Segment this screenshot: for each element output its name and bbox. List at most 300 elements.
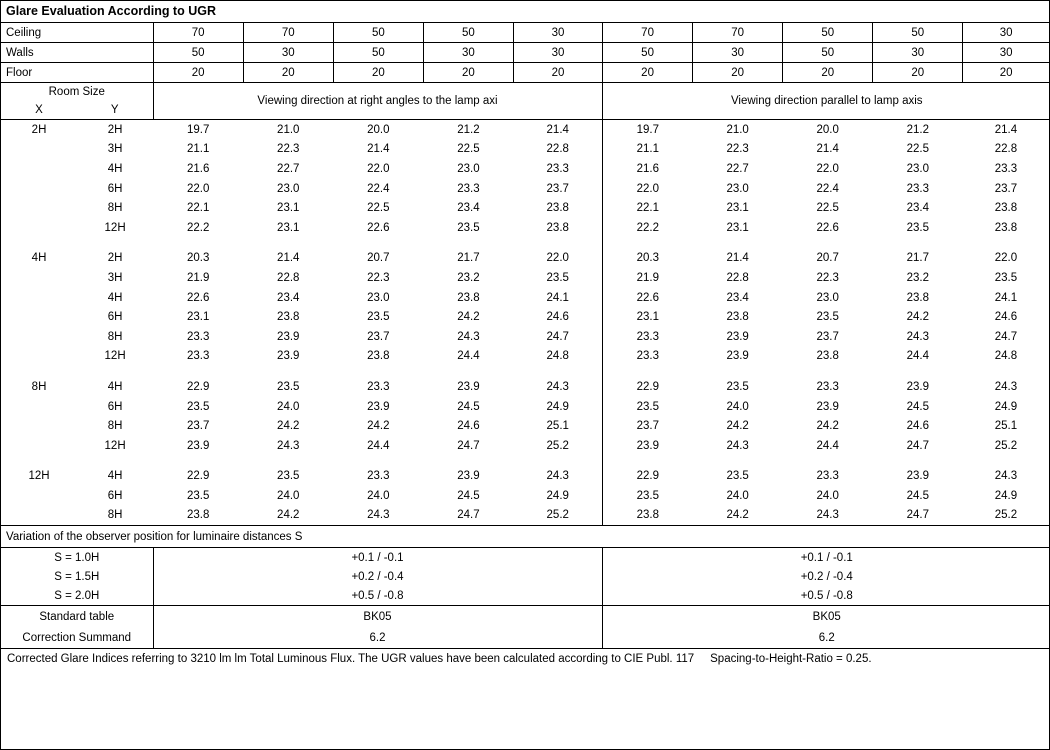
g1r0r2: 20.7 xyxy=(816,252,839,265)
g1r2l0: 22.6 xyxy=(186,291,210,304)
g0r3r2: 22.4 xyxy=(816,182,839,195)
g2r2r2: 24.2 xyxy=(816,420,839,433)
g2r0l1: 23.5 xyxy=(277,380,300,393)
room-y-1-3: 6H xyxy=(107,311,123,324)
room-x-1: 4H xyxy=(31,252,47,265)
walls-v6: 50 xyxy=(603,43,693,63)
g3r1r2: 24.0 xyxy=(816,489,839,502)
g0r0l2: 20.0 xyxy=(367,123,390,136)
g1r3l1: 23.8 xyxy=(277,311,300,324)
g1r1r0: 21.9 xyxy=(636,271,659,284)
room-y-1-0: 2H xyxy=(107,252,123,265)
table-row xyxy=(1,327,1049,347)
table-row-floor xyxy=(1,63,1049,83)
room-y-0-0: 2H xyxy=(107,123,123,136)
g3r0l0: 22.9 xyxy=(186,470,210,483)
table-row xyxy=(1,506,1049,526)
g0r1l0: 21.1 xyxy=(186,143,210,156)
g3r1l3: 24.5 xyxy=(457,489,480,502)
g2r1l3: 24.5 xyxy=(457,400,480,413)
g0r2l3: 23.0 xyxy=(457,162,480,175)
g1r1l4: 23.5 xyxy=(513,268,602,288)
g2r0l4: 24.3 xyxy=(513,377,602,397)
g0r5r2: 22.6 xyxy=(816,221,839,234)
g2r1r2: 23.9 xyxy=(816,400,839,413)
g3r2l4: 25.2 xyxy=(513,506,602,526)
walls-v8: 50 xyxy=(783,43,873,63)
g0r0r1: 21.0 xyxy=(726,123,749,136)
table-row-ceiling xyxy=(1,23,1049,43)
g0r1r0: 21.1 xyxy=(636,143,659,156)
variation-label-0: S = 1.0H xyxy=(1,548,153,568)
g2r2l0: 23.7 xyxy=(186,420,210,433)
g0r2r1: 22.7 xyxy=(726,162,749,175)
g0r5r3: 23.5 xyxy=(906,221,929,234)
table-row xyxy=(1,268,1049,288)
g1r5r4: 24.8 xyxy=(994,350,1018,363)
floor-v6: 20 xyxy=(603,63,693,83)
walls-v10: 30 xyxy=(963,43,1049,63)
g2r1r0: 23.5 xyxy=(636,400,659,413)
g0r4r1: 23.1 xyxy=(726,202,749,215)
g1r2r0: 22.6 xyxy=(636,291,659,304)
room-y-2-0: 4H xyxy=(107,380,123,393)
g1r2r2: 23.0 xyxy=(816,291,839,304)
table-row xyxy=(1,179,1049,199)
g1r2l4: 24.1 xyxy=(513,288,602,308)
g2r3l3: 24.7 xyxy=(457,439,480,452)
g2r3l1: 24.3 xyxy=(277,439,300,452)
page-title: Glare Evaluation According to UGR xyxy=(1,1,1049,23)
g3r0l4: 24.3 xyxy=(513,467,602,487)
g0r2r2: 22.0 xyxy=(816,162,839,175)
g1r4l3: 24.3 xyxy=(457,330,480,343)
g2r2r1: 24.2 xyxy=(726,420,749,433)
g1r4r2: 23.7 xyxy=(816,330,839,343)
table-row xyxy=(1,159,1049,179)
g0r3l0: 22.0 xyxy=(186,182,210,195)
g0r0l3: 21.2 xyxy=(457,123,480,136)
g2r3r0: 23.9 xyxy=(636,439,659,452)
param-label-walls: Walls xyxy=(1,43,153,63)
g1r3l4: 24.6 xyxy=(513,307,602,327)
group-spacer xyxy=(1,238,1049,249)
variation-left-0: +0.1 / -0.1 xyxy=(153,548,602,568)
g1r4r4: 24.7 xyxy=(994,330,1018,343)
walls-v1: 50 xyxy=(153,43,243,63)
ceiling-v6: 70 xyxy=(603,23,693,43)
g2r1l2: 23.9 xyxy=(367,400,390,413)
g0r5l3: 23.5 xyxy=(457,221,480,234)
ceiling-v5: 30 xyxy=(513,23,602,43)
g0r5l4: 23.8 xyxy=(513,218,602,238)
g0r4r3: 23.4 xyxy=(906,202,929,215)
g2r1l1: 24.0 xyxy=(277,400,300,413)
g0r1l3: 22.5 xyxy=(457,143,480,156)
ceiling-v4: 50 xyxy=(423,23,513,43)
g1r1r2: 22.3 xyxy=(816,271,839,284)
room-x-0: 2H xyxy=(31,123,47,136)
footer-note: Corrected Glare Indices referring to 3210 lm lm Total Luminous Flux. The UGR values have been calculated according to CIE Publ. 117 Spacing-to-Height-Ratio = 0.25. xyxy=(1,648,1049,665)
g0r1l2: 21.4 xyxy=(367,143,390,156)
table-row xyxy=(1,377,1049,397)
group-header-right-angles: Viewing direction at right angles to the lamp axi xyxy=(153,83,602,120)
variation-label-2: S = 2.0H xyxy=(1,586,153,606)
g3r0l1: 23.5 xyxy=(277,470,300,483)
walls-v7: 30 xyxy=(693,43,783,63)
g2r1r4: 24.9 xyxy=(994,400,1018,413)
g0r5l0: 22.2 xyxy=(186,221,210,234)
g1r2l3: 23.8 xyxy=(457,291,480,304)
group-header-parallel: Viewing direction parallel to lamp axis xyxy=(602,83,1050,120)
g0r0l1: 21.0 xyxy=(277,123,300,136)
reflectance-parameters-table xyxy=(1,23,1049,83)
g1r2l1: 23.4 xyxy=(277,291,300,304)
g0r1r4: 22.8 xyxy=(994,143,1018,156)
g0r1r1: 22.3 xyxy=(726,143,749,156)
g0r3r3: 23.3 xyxy=(906,182,929,195)
g1r5r3: 24.4 xyxy=(906,350,929,363)
table-row xyxy=(1,416,1049,436)
room-x-2: 8H xyxy=(31,380,47,393)
g2r0l2: 23.3 xyxy=(367,380,390,393)
floor-v8: 20 xyxy=(783,63,873,83)
table-row xyxy=(1,486,1049,506)
variation-title: Variation of the observer position for luminaire distances S xyxy=(1,526,1050,548)
g1r0l3: 21.7 xyxy=(457,252,480,265)
variation-title-row xyxy=(1,526,1050,548)
g1r1l2: 22.3 xyxy=(367,271,390,284)
table-row xyxy=(1,397,1049,417)
walls-v3: 50 xyxy=(333,43,423,63)
ceiling-v7: 70 xyxy=(693,23,783,43)
g0r4l3: 23.4 xyxy=(457,202,480,215)
g0r1r3: 22.5 xyxy=(906,143,929,156)
g0r2r4: 23.3 xyxy=(994,162,1018,175)
g3r1l2: 24.0 xyxy=(367,489,390,502)
g0r0r4: 21.4 xyxy=(994,123,1018,136)
g3r2l0: 23.8 xyxy=(186,509,210,522)
table-row xyxy=(1,140,1049,160)
g3r0r3: 23.9 xyxy=(906,470,929,483)
param-label-ceiling: Ceiling xyxy=(1,23,153,43)
g3r0l3: 23.9 xyxy=(457,470,480,483)
g2r0l3: 23.9 xyxy=(457,380,480,393)
g1r3l3: 24.2 xyxy=(457,311,480,324)
g0r1l4: 22.8 xyxy=(513,140,602,160)
correction-summand-left: 6.2 xyxy=(153,627,602,648)
table-row-s1 xyxy=(1,548,1050,568)
g1r0l1: 21.4 xyxy=(277,252,300,265)
g0r1l1: 22.3 xyxy=(277,143,300,156)
variation-section-table xyxy=(1,525,1050,648)
g1r0l4: 22.0 xyxy=(513,249,602,269)
g2r3l2: 24.4 xyxy=(367,439,390,452)
room-y-1-4: 8H xyxy=(107,330,123,343)
g3r2r4: 25.2 xyxy=(994,509,1018,522)
room-y-1-5: 12H xyxy=(104,350,126,363)
room-size-title: Room Size xyxy=(1,83,153,101)
g1r3r4: 24.6 xyxy=(994,311,1018,324)
g0r0r0: 19.7 xyxy=(636,123,659,136)
g1r3l0: 23.1 xyxy=(186,311,210,324)
room-y-2-3: 12H xyxy=(104,439,126,452)
g1r1r4: 23.5 xyxy=(994,271,1018,284)
g2r3r3: 24.7 xyxy=(906,439,929,452)
g2r3r1: 24.3 xyxy=(726,439,749,452)
group-spacer xyxy=(1,456,1049,467)
correction-summand-right: 6.2 xyxy=(818,631,835,644)
g1r0r0: 20.3 xyxy=(636,252,659,265)
g1r5r0: 23.3 xyxy=(636,350,659,363)
g0r0l4: 21.4 xyxy=(513,120,602,140)
g0r4l0: 22.1 xyxy=(186,202,210,215)
g2r1l0: 23.5 xyxy=(186,400,210,413)
room-y-0-2: 4H xyxy=(107,162,123,175)
g0r2l2: 22.0 xyxy=(367,162,390,175)
g1r3r3: 24.2 xyxy=(906,311,929,324)
g1r4r0: 23.3 xyxy=(636,330,659,343)
g3r2r1: 24.2 xyxy=(726,509,749,522)
g0r0l0: 19.7 xyxy=(186,123,210,136)
g0r2r0: 21.6 xyxy=(636,162,659,175)
room-y-2-1: 6H xyxy=(107,400,123,413)
g1r1l0: 21.9 xyxy=(186,271,210,284)
g0r4r0: 22.1 xyxy=(636,202,659,215)
room-y-0-1: 3H xyxy=(107,143,123,156)
walls-v2: 30 xyxy=(243,43,333,63)
g3r1l4: 24.9 xyxy=(513,486,602,506)
table-row xyxy=(1,218,1049,238)
g0r3l4: 23.7 xyxy=(513,179,602,199)
table-row xyxy=(1,307,1049,327)
g0r4r2: 22.5 xyxy=(816,202,839,215)
g1r5l1: 23.9 xyxy=(277,350,300,363)
variation-left-2: +0.5 / -0.8 xyxy=(153,586,602,606)
g0r5r0: 22.2 xyxy=(636,221,659,234)
variation-right-1: +0.2 / -0.4 xyxy=(800,570,853,583)
table-row-s15 xyxy=(1,567,1050,586)
floor-v4: 20 xyxy=(423,63,513,83)
g0r4r4: 23.8 xyxy=(994,202,1018,215)
room-x-3: 12H xyxy=(28,470,50,483)
g1r1l3: 23.2 xyxy=(457,271,480,284)
room-y-3-1: 6H xyxy=(107,489,123,502)
g1r5l3: 24.4 xyxy=(457,350,480,363)
g0r2l4: 23.3 xyxy=(513,159,602,179)
g1r3r0: 23.1 xyxy=(636,311,659,324)
axis-label-y: Y xyxy=(77,101,153,120)
g1r5l4: 24.8 xyxy=(513,347,602,367)
table-row xyxy=(1,198,1049,218)
g1r1l1: 22.8 xyxy=(277,271,300,284)
g1r0r3: 21.7 xyxy=(906,252,929,265)
g2r2l4: 25.1 xyxy=(513,416,602,436)
g1r5r2: 23.8 xyxy=(816,350,839,363)
title-row xyxy=(1,1,1049,23)
g2r1r1: 24.0 xyxy=(726,400,749,413)
standard-table-right: BK05 xyxy=(602,606,1050,628)
g1r2r3: 23.8 xyxy=(906,291,929,304)
g3r0r1: 23.5 xyxy=(726,470,749,483)
g2r2l3: 24.6 xyxy=(457,420,480,433)
g1r4l1: 23.9 xyxy=(277,330,300,343)
g2r3r2: 24.4 xyxy=(816,439,839,452)
g1r4r3: 24.3 xyxy=(906,330,929,343)
g2r3r4: 25.2 xyxy=(994,439,1018,452)
g1r0l0: 20.3 xyxy=(186,252,210,265)
g0r3l2: 22.4 xyxy=(367,182,390,195)
g2r0r3: 23.9 xyxy=(906,380,929,393)
param-label-floor: Floor xyxy=(1,63,153,83)
g1r4l0: 23.3 xyxy=(186,330,210,343)
g1r3r2: 23.5 xyxy=(816,311,839,324)
room-size-title-row xyxy=(1,83,1050,101)
g1r4l4: 24.7 xyxy=(513,327,602,347)
g0r2l0: 21.6 xyxy=(186,162,210,175)
g0r0r2: 20.0 xyxy=(816,123,839,136)
g3r0r0: 22.9 xyxy=(636,470,659,483)
variation-right-2: +0.5 / -0.8 xyxy=(800,589,853,602)
g1r2l2: 23.0 xyxy=(367,291,390,304)
table-row xyxy=(1,347,1049,367)
g1r2r4: 24.1 xyxy=(994,291,1018,304)
g0r4l4: 23.8 xyxy=(513,198,602,218)
g1r5l2: 23.8 xyxy=(367,350,390,363)
g3r1r3: 24.5 xyxy=(906,489,929,502)
g2r2r0: 23.7 xyxy=(636,420,659,433)
g0r5r1: 23.1 xyxy=(726,221,749,234)
g3r1l0: 23.5 xyxy=(186,489,210,502)
room-y-1-2: 4H xyxy=(107,291,123,304)
g2r3l0: 23.9 xyxy=(186,439,210,452)
g0r5l2: 22.6 xyxy=(367,221,390,234)
floor-v9: 20 xyxy=(873,63,963,83)
g3r2l3: 24.7 xyxy=(457,509,480,522)
g1r3l2: 23.5 xyxy=(367,311,390,324)
g3r1l1: 24.0 xyxy=(277,489,300,502)
table-row-s2 xyxy=(1,586,1050,606)
ceiling-v2: 70 xyxy=(243,23,333,43)
g3r2r0: 23.8 xyxy=(636,509,659,522)
g3r2l1: 24.2 xyxy=(277,509,300,522)
g0r5l1: 23.1 xyxy=(277,221,300,234)
g1r5r1: 23.9 xyxy=(726,350,749,363)
g3r2r3: 24.7 xyxy=(906,509,929,522)
g0r2l1: 22.7 xyxy=(277,162,300,175)
g3r1r0: 23.5 xyxy=(636,489,659,502)
walls-v4: 30 xyxy=(423,43,513,63)
variation-left-1: +0.2 / -0.4 xyxy=(153,567,602,586)
room-y-3-2: 8H xyxy=(107,509,123,522)
floor-v10: 20 xyxy=(963,63,1049,83)
walls-v9: 30 xyxy=(873,43,963,63)
g3r2r2: 24.3 xyxy=(816,509,839,522)
walls-v5: 30 xyxy=(513,43,602,63)
correction-summand-label: Correction Summand xyxy=(1,627,153,648)
floor-v5: 20 xyxy=(513,63,602,83)
g3r0l2: 23.3 xyxy=(367,470,390,483)
title-table xyxy=(1,1,1049,23)
ceiling-v1: 70 xyxy=(153,23,243,43)
g0r3l3: 23.3 xyxy=(457,182,480,195)
table-row-standard-table xyxy=(1,606,1050,628)
floor-v1: 20 xyxy=(153,63,243,83)
g2r2r3: 24.6 xyxy=(906,420,929,433)
table-row xyxy=(1,249,1049,269)
g1r1r3: 23.2 xyxy=(906,271,929,284)
g2r2l2: 24.2 xyxy=(367,420,390,433)
room-y-0-3: 6H xyxy=(107,182,123,195)
standard-table-left: BK05 xyxy=(153,606,602,628)
g2r0r1: 23.5 xyxy=(726,380,749,393)
variation-right-0: +0.1 / -0.1 xyxy=(800,551,853,564)
g0r1r2: 21.4 xyxy=(816,143,839,156)
room-y-0-4: 8H xyxy=(107,202,123,215)
g1r4r1: 23.9 xyxy=(726,330,749,343)
g1r0r1: 21.4 xyxy=(726,252,749,265)
standard-table-label: Standard table xyxy=(1,606,153,628)
g2r2r4: 25.1 xyxy=(994,420,1018,433)
table-row xyxy=(1,288,1049,308)
g2r2l1: 24.2 xyxy=(277,420,300,433)
g3r1r1: 24.0 xyxy=(726,489,749,502)
g2r0r2: 23.3 xyxy=(816,380,839,393)
ugr-data-table xyxy=(1,120,1049,525)
g2r1r3: 24.5 xyxy=(906,400,929,413)
room-size-header-table xyxy=(1,83,1050,120)
g1r0l2: 20.7 xyxy=(367,252,390,265)
g1r1r1: 22.8 xyxy=(726,271,749,284)
g0r2r3: 23.0 xyxy=(906,162,929,175)
g2r0r0: 22.9 xyxy=(636,380,659,393)
axis-label-x: X xyxy=(1,101,77,120)
g2r0l0: 22.9 xyxy=(186,380,210,393)
table-row xyxy=(1,467,1049,487)
g3r0r2: 23.3 xyxy=(816,470,839,483)
room-y-1-1: 3H xyxy=(107,271,123,284)
ceiling-v8: 50 xyxy=(783,23,873,43)
ceiling-v9: 50 xyxy=(873,23,963,43)
g0r3l1: 23.0 xyxy=(277,182,300,195)
g1r3r1: 23.8 xyxy=(726,311,749,324)
g1r0r4: 22.0 xyxy=(994,252,1018,265)
ceiling-v10: 30 xyxy=(963,23,1049,43)
g0r4l1: 23.1 xyxy=(277,202,300,215)
g1r2r1: 23.4 xyxy=(726,291,749,304)
g0r3r4: 23.7 xyxy=(994,182,1018,195)
g1r4l2: 23.7 xyxy=(367,330,390,343)
g3r1r4: 24.9 xyxy=(994,489,1018,502)
ceiling-v3: 50 xyxy=(333,23,423,43)
g0r0r3: 21.2 xyxy=(906,123,929,136)
g2r1l4: 24.9 xyxy=(513,397,602,417)
floor-v7: 20 xyxy=(693,63,783,83)
g0r3r0: 22.0 xyxy=(636,182,659,195)
table-row-correction-summand xyxy=(1,627,1050,648)
table-row xyxy=(1,120,1049,140)
g1r5l0: 23.3 xyxy=(186,350,210,363)
g0r4l2: 22.5 xyxy=(367,202,390,215)
g3r2l2: 24.3 xyxy=(367,509,390,522)
floor-v3: 20 xyxy=(333,63,423,83)
room-y-3-0: 4H xyxy=(107,470,123,483)
room-y-0-5: 12H xyxy=(104,221,126,234)
g2r3l4: 25.2 xyxy=(513,436,602,456)
g0r5r4: 23.8 xyxy=(994,221,1018,234)
floor-v2: 20 xyxy=(243,63,333,83)
g0r3r1: 23.0 xyxy=(726,182,749,195)
